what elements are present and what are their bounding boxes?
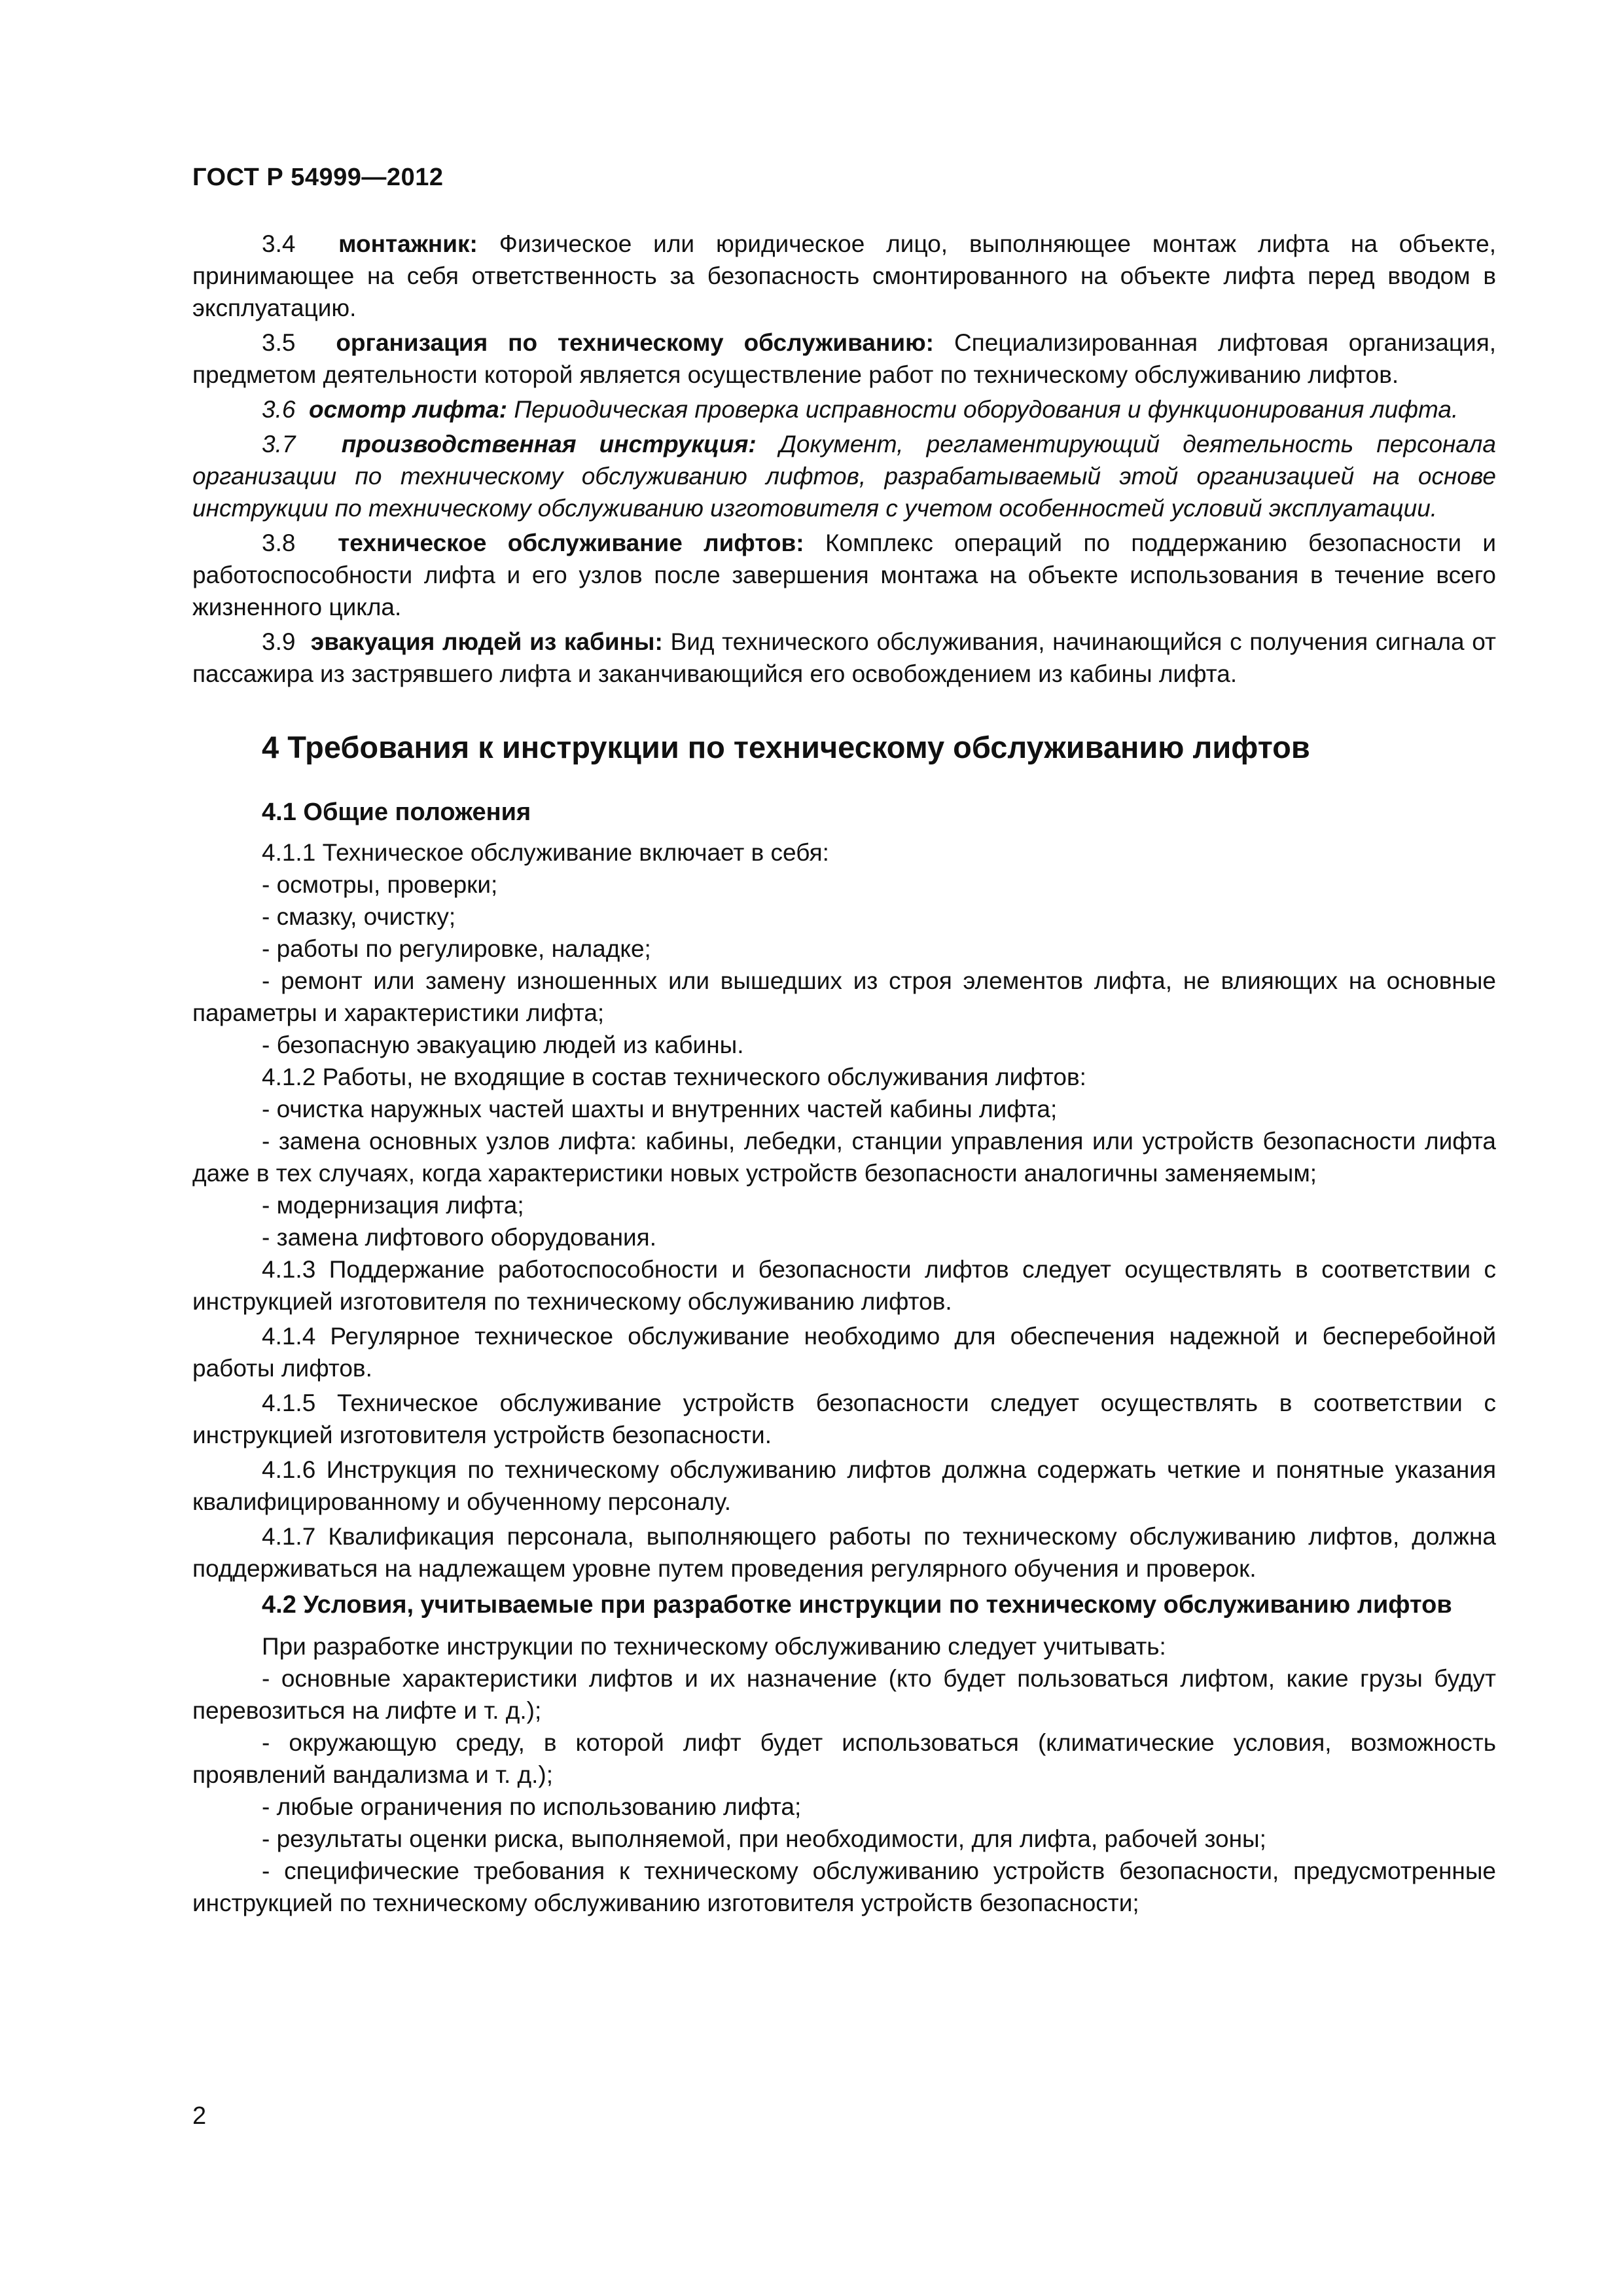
definition-term: техническое обслуживание лифтов: [338, 529, 804, 556]
paragraph-4-1-1: 4.1.1 Техническое обслуживание включает в себя: [262, 839, 829, 866]
definition-number: 3.6 [262, 396, 296, 423]
definition-number: 3.9 [262, 628, 296, 655]
definition-text: Физическое или юридическое лицо, выполняющее монтаж лифта на объекте, принимающее на себя ответственность за безопасность смонтированного на объекте лифта перед вводом в эксплуатацию. [192, 230, 1496, 321]
list-item: - модернизация лифта; [262, 1192, 524, 1219]
list-item: - основные характеристики лифтов и их назначение (кто будет пользоваться лифтом, какие грузы будут перевозиться на лифте и т. д.); [192, 1665, 1496, 1724]
list-item: - ремонт или замену изношенных или вышедших из строя элементов лифта, не влияющих на основные параметры и характеристики лифта; [192, 967, 1496, 1026]
definition-3-9 [192, 626, 1496, 690]
definition-number: 3.5 [262, 329, 296, 356]
definition-3-6 [192, 393, 1496, 425]
paragraph-4-1-5: 4.1.5 Техническое обслуживание устройств безопасности следует осуществлять в соответствии с инструкцией изготовителя устройств безопасности. [192, 1390, 1496, 1448]
definition-number: 3.4 [262, 230, 296, 257]
paragraph-4-1-3: 4.1.3 Поддержание работоспособности и безопасности лифтов следует осуществлять в соответствии с инструкцией изготовителя по техническому обслуживанию лифтов. [192, 1256, 1496, 1315]
list-item: - окружающую среду, в которой лифт будет использоваться (климатические условия, возможность проявлений вандализма и т. д.); [192, 1729, 1496, 1788]
list-item: - очистка наружных частей шахты и внутренних частей кабины лифта; [262, 1096, 1058, 1122]
definition-term: монтажник: [338, 230, 478, 257]
list-item: - специфические требования к техническому обслуживанию устройств безопасности, предусмотренные инструкцией по техническому обслуживанию изготовителя устройств безопасности; [192, 1857, 1496, 1916]
document-id-header: ГОСТ Р 54999—2012 [192, 164, 444, 191]
list-item: - работы по регулировке, наладке; [262, 935, 651, 962]
definition-3-7 [192, 428, 1496, 524]
definition-text: Вид технического обслуживания, начинающийся с получения сигнала от пассажира из застрявшего лифта и заканчивающийся его освобождением из кабины лифта. [192, 628, 1497, 687]
list-item: - замена основных узлов лифта: кабины, лебедки, станции управления или устройств безопасности лифта даже в тех случаях, когда характеристики новых устройств безопасности аналогичны заменяемым; [192, 1128, 1496, 1187]
definition-text: Комплекс операций по поддержанию безопасности и работоспособности лифта и его узлов после завершения монтажа на объекте использования в течение всего жизненного цикла. [192, 529, 1497, 620]
list-item: - смазку, очистку; [262, 903, 456, 930]
list-item: - замена лифтового оборудования. [262, 1224, 656, 1251]
list-item: - безопасную эвакуацию людей из кабины. [262, 1031, 744, 1058]
definition-text: Документ, регламентирующий деятельность персонала организации по техническому обслуживанию лифтов, разрабатываемый этой организацией на основе инструкции по техническому обслуживанию изготовителя с учетом особенностей условий эксплуатации. [192, 431, 1496, 522]
section-4-title: 4 Требования к инструкции по техническому обслуживанию лифтов [262, 730, 1310, 764]
definition-text: Периодическая проверка исправности оборудования и функционирования лифта. [514, 396, 1459, 423]
definition-term: организация по техническому обслуживанию: [336, 329, 934, 356]
list-item: - результаты оценки риска, выполняемой, при необходимости, для лифта, рабочей зоны; [262, 1825, 1266, 1852]
definition-term: эвакуация людей из кабины: [310, 628, 663, 655]
definition-term: осмотр лифта: [309, 396, 508, 423]
definition-text: Специализированная лифтовая организация, предметом деятельности которой является осуществление работ по техническому обслуживанию лифтов. [192, 329, 1497, 388]
definition-number: 3.8 [262, 529, 296, 556]
definition-3-8 [192, 527, 1496, 623]
document-body [192, 228, 1496, 1919]
definition-number: 3.7 [262, 431, 296, 457]
paragraph-4-2-intro: При разработке инструкции по техническому обслуживанию следует учитывать: [262, 1633, 1166, 1660]
paragraph-4-1-7: 4.1.7 Квалификация персонала, выполняющего работы по техническому обслуживанию лифтов, должна поддерживаться на надлежащем уровне путем проведения регулярного обучения и проверок. [192, 1523, 1496, 1582]
paragraph-4-1-4: 4.1.4 Регулярное техническое обслуживание необходимо для обеспечения надежной и бесперебойной работы лифтов. [192, 1323, 1496, 1382]
definition-3-5 [192, 327, 1496, 391]
subsection-4-2-title: 4.2 Условия, учитываемые при разработке инструкции по техническому обслуживанию лифтов [262, 1591, 1452, 1619]
definition-term: производственная инструкция: [341, 431, 757, 457]
subsection-4-1-title: 4.1 Общие положения [262, 798, 531, 826]
paragraph-4-1-2: 4.1.2 Работы, не входящие в состав технического обслуживания лифтов: [262, 1064, 1086, 1090]
page-number: 2 [192, 2102, 207, 2130]
paragraph-4-1-6: 4.1.6 Инструкция по техническому обслуживанию лифтов должна содержать четкие и понятные указания квалифицированному и обученному персоналу. [192, 1456, 1496, 1515]
list-item: - осмотры, проверки; [262, 871, 498, 898]
definition-3-4 [192, 228, 1496, 324]
list-item: - любые ограничения по использованию лифта; [262, 1793, 802, 1820]
